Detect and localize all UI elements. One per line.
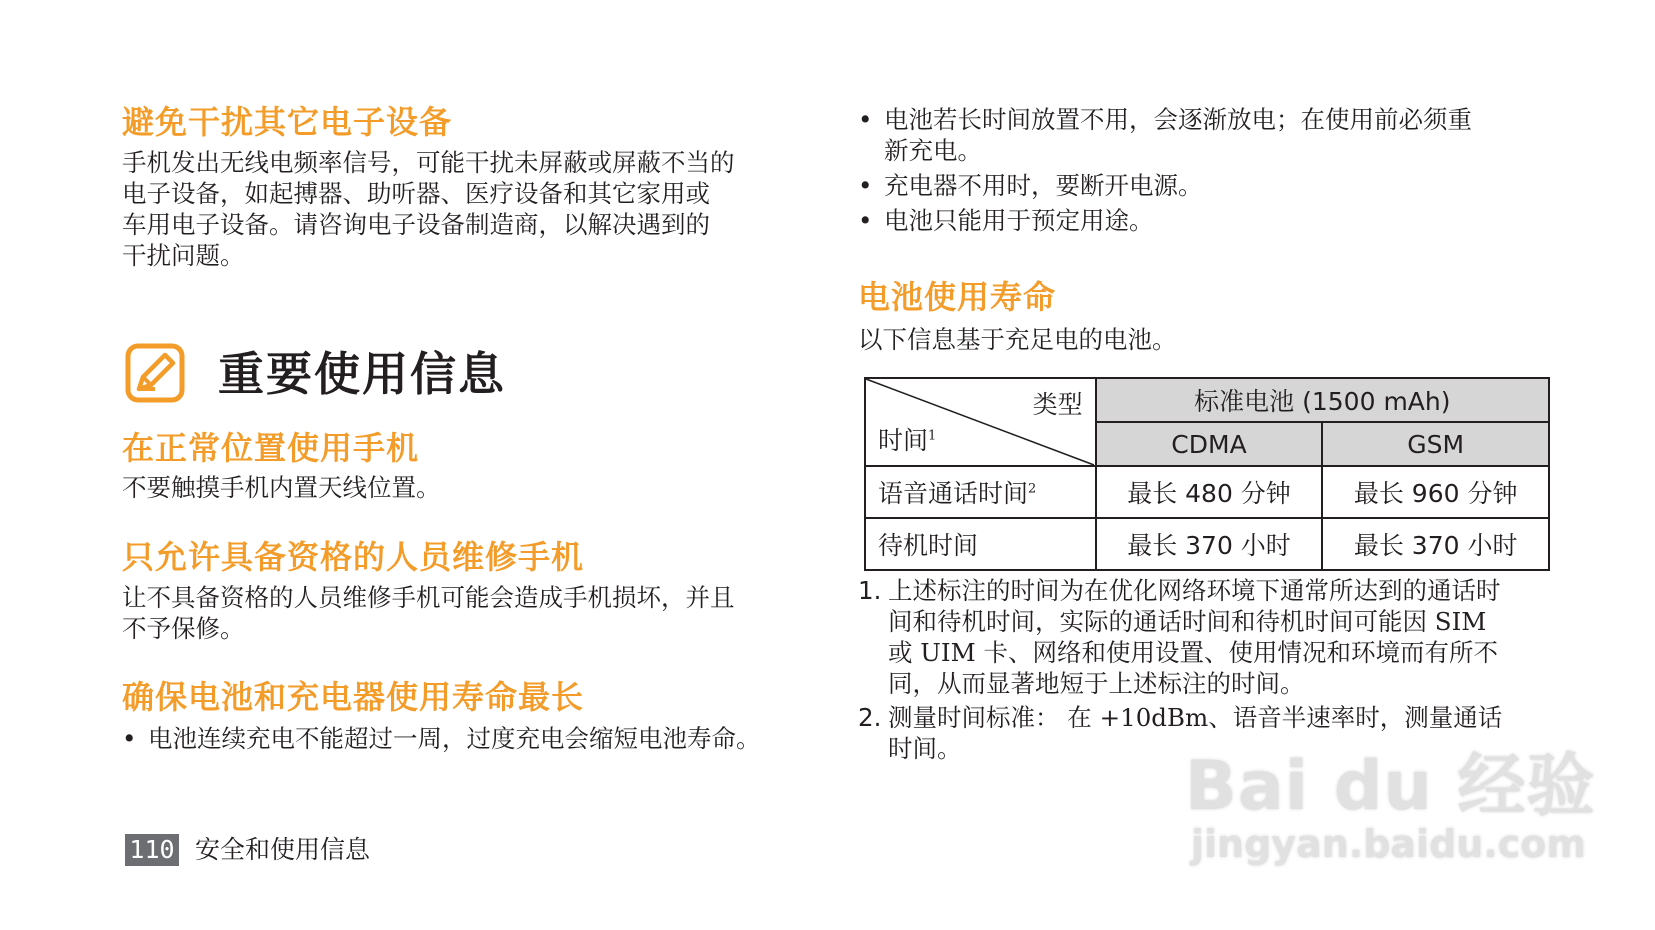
corner-bottom-text: 时间: [878, 426, 929, 455]
group-header-cell: 标准电池 (1500 mAh): [1096, 378, 1549, 422]
heading-qualified-service: 只允许具备资格的人员维修手机: [122, 538, 585, 576]
text-line: 让不具备资格的人员维修手机可能会造成手机损坏，并且: [122, 583, 735, 612]
corner-bottom-label: [878, 421, 936, 457]
page-number: 110: [125, 834, 179, 866]
table-row: [865, 466, 1549, 518]
text-line: 电子设备，如起搏器、助听器、医疗设备和其它家用或: [122, 179, 710, 208]
footnote-1: [858, 575, 1502, 699]
text-line: 或 UIM 卡、网络和使用设置、使用情况和环境而有所不: [888, 638, 1498, 667]
cell-cdma-standby: 最长 370 小时: [1096, 518, 1323, 570]
chapter-title: 重要使用信息: [218, 347, 506, 401]
bullet-icon: •: [858, 171, 873, 200]
col-header-gsm: GSM: [1322, 422, 1549, 466]
text-line: 电池若长时间放置不用，会逐渐放电；在使用前必须重: [884, 105, 1472, 134]
watermark-logo: Bai du 经验: [1185, 747, 1596, 826]
note-pencil-icon: [125, 343, 185, 403]
text-line: 间和待机时间，实际的通话时间和待机时间可能因 SIM: [888, 607, 1487, 636]
heading-normal-position: 在正常位置使用手机: [122, 429, 420, 467]
list-item: [858, 205, 1472, 236]
bullet-list-battery: [122, 723, 761, 754]
text-line: 测量时间标准： 在 +10dBm、语音半速率时，测量通话: [888, 703, 1503, 732]
heading-avoid-interference: 避免干扰其它电子设备: [122, 103, 453, 141]
text-line: 不予保修。: [122, 614, 245, 643]
table-header-row: [865, 378, 1549, 422]
cell-gsm-talk: 最长 960 分钟: [1322, 466, 1549, 518]
text-line: 上述标注的时间为在优化网络环境下通常所达到的通话时: [888, 576, 1501, 605]
table-corner-cell: [865, 378, 1096, 466]
text-line: 新充电。: [884, 136, 982, 165]
text-line: 手机发出无线电频率信号，可能干扰未屏蔽或屏蔽不当的: [122, 148, 735, 177]
text-line: 时间。: [888, 734, 962, 763]
text-line: 电池只能用于预定用途。: [884, 206, 1154, 235]
text-line: 电池连续充电不能超过一周，过度充电会缩短电池寿命。: [148, 724, 761, 753]
footer-label: 安全和使用信息: [195, 835, 371, 864]
list-item: [858, 170, 1472, 201]
bullet-icon: •: [858, 105, 873, 134]
footnote-ref: 2: [1028, 481, 1037, 497]
row-label-standby-time: 待机时间: [865, 518, 1096, 570]
cell-gsm-standby: 最长 370 小时: [1322, 518, 1549, 570]
battery-spec-table: [864, 377, 1550, 571]
list-item: [858, 104, 1472, 166]
row-label-text: 语音通话时间: [878, 479, 1029, 508]
paragraph-normal-position: [122, 472, 441, 503]
text-line: 干扰问题。: [122, 241, 245, 270]
text-line: 同，从而显著地短于上述标注的时间。: [888, 669, 1305, 698]
list-item: [122, 723, 761, 754]
bullet-icon: •: [858, 206, 873, 235]
bullet-list-battery-tips: [858, 104, 1472, 236]
text-line: 充电器不用时，要断开电源。: [884, 171, 1203, 200]
bullet-icon: •: [122, 724, 137, 753]
text-line: 车用电子设备。请咨询电子设备制造商，以解决遇到的: [122, 210, 710, 239]
intro-text: 以下信息基于充足电的电池。: [858, 325, 1177, 354]
footnote-number: 2.: [858, 703, 882, 732]
baidu-watermark: [1185, 732, 1596, 882]
heading-battery-usage-life: 电池使用寿命: [858, 278, 1057, 316]
footnote-ref: 1: [928, 428, 937, 444]
cell-cdma-talk: 最长 480 分钟: [1096, 466, 1323, 518]
text-line: 不要触摸手机内置天线位置。: [122, 473, 441, 502]
watermark-url: jingyan.baidu.com: [1191, 822, 1586, 866]
footnote-number: 1.: [858, 576, 882, 605]
table-row: [865, 518, 1549, 570]
paragraph-qualified-service: [122, 582, 735, 644]
paragraph-avoid-interference: [122, 147, 735, 271]
corner-top-label: 类型: [1032, 390, 1083, 419]
row-label-talk-time: [865, 466, 1096, 518]
col-header-cdma: CDMA: [1096, 422, 1323, 466]
heading-battery-life: 确保电池和充电器使用寿命最长: [122, 678, 585, 716]
